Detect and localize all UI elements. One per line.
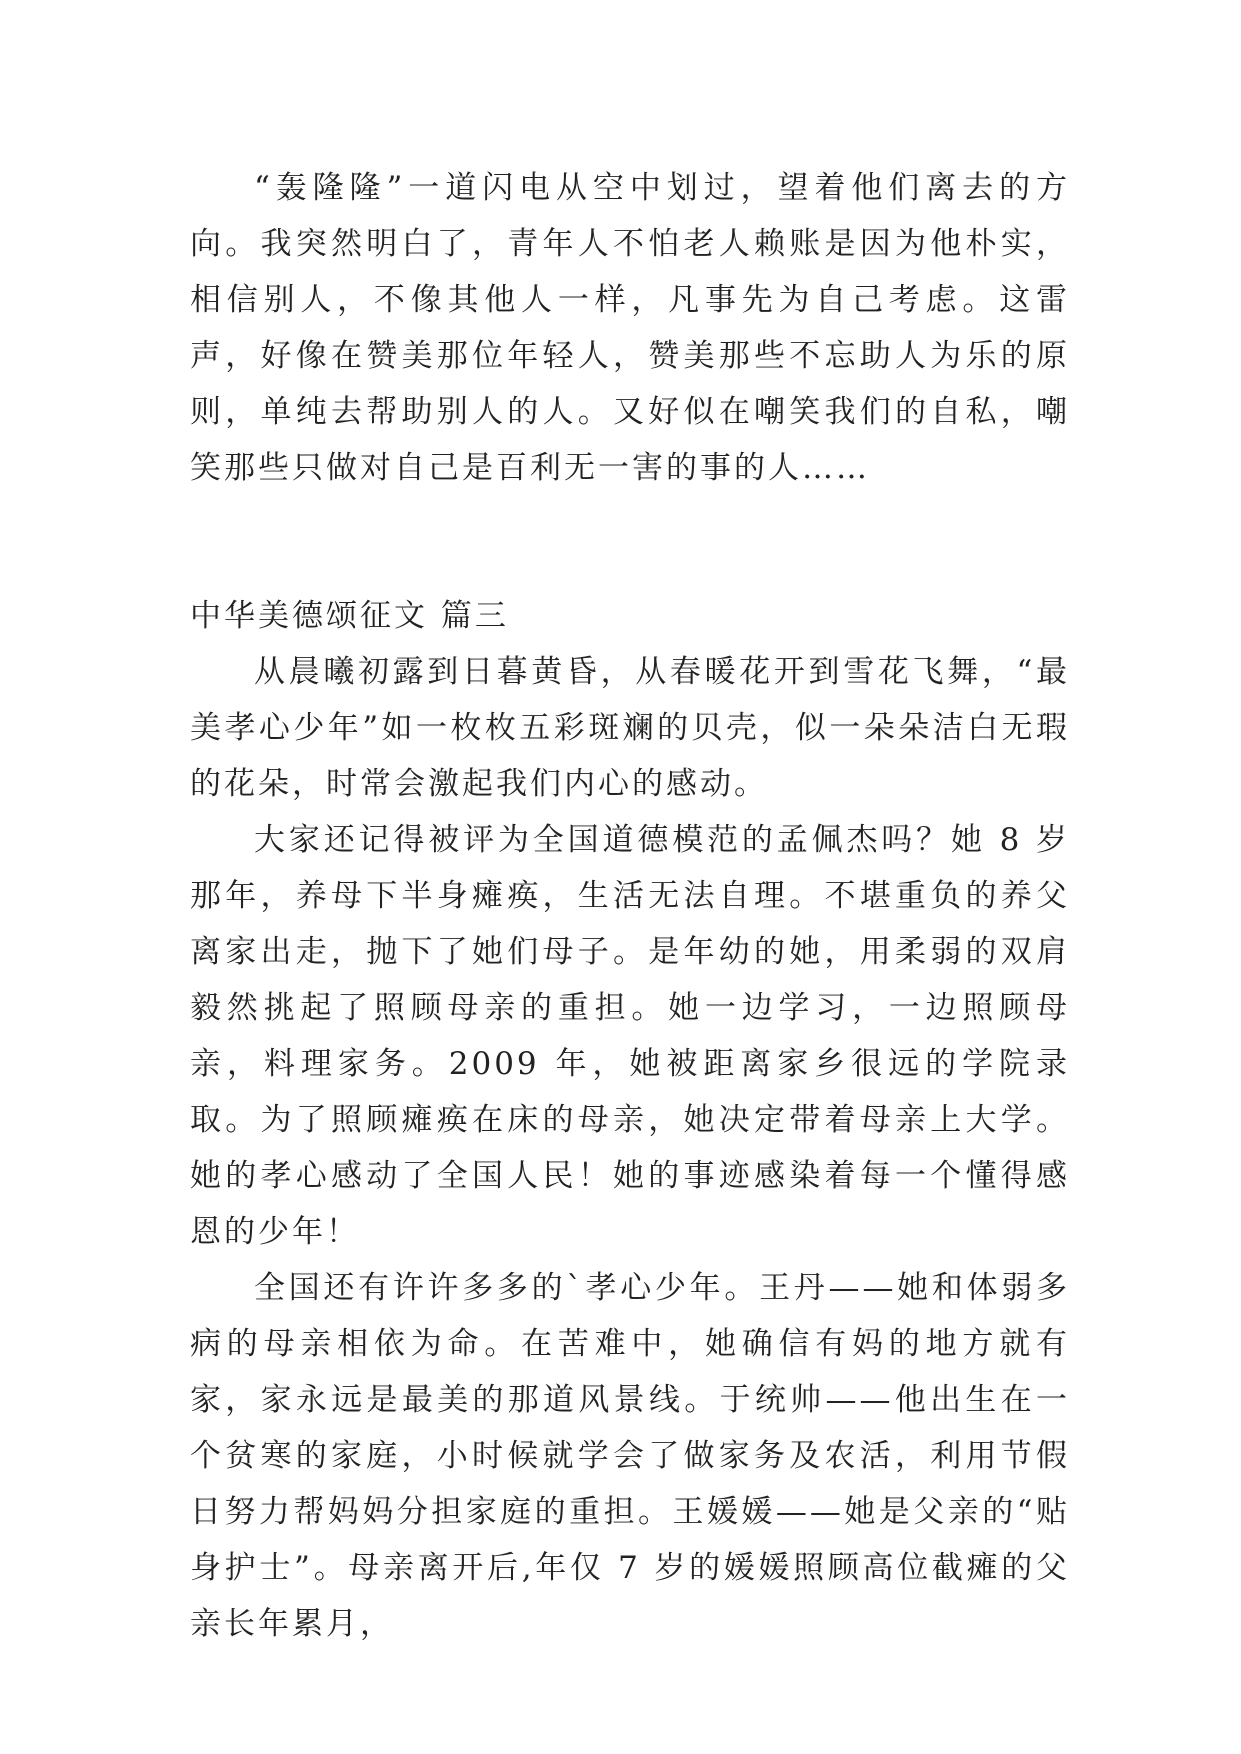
paragraph-2: 从晨曦初露到日暮黄昏，从春暖花开到雪花飞舞，“最美孝心少年”如一枚枚五彩斑斓的贝壳，似一朵朵洁白无瑕的花朵，时常会激起我们内心的感动。 <box>190 654 1070 802</box>
paragraph-1: “轰隆隆”一道闪电从空中划过，望着他们离去的方向。我突然明白了，青年人不怕老人赖账是因为他朴实，相信别人，不像其他人一样，凡事先为自己考虑。这雷声，好像在赞美那位年轻人，赞美那些不忘助人为乐的原则，单纯去帮助别人的人。又好似在嘲笑我们的自私，嘲笑那些只做对自己是百利无一害的事的人…… <box>190 170 1070 486</box>
paragraph-3: 大家还记得被评为全国道德模范的孟佩杰吗？她 8 岁那年，养母下半身瘫痪，生活无法自理。不堪重负的养父离家出走，抛下了她们母子。是年幼的她，用柔弱的双肩毅然挑起了照顾母亲的重担。她一边学习，一边照顾母亲，料理家务。2009 年，她被距离家乡很远的学院录取。为了照顾瘫痪在床的母亲，她决定带着母亲上大学。她的孝心感动了全国人民！她的事迹感染着每一个懂得感恩的少年！ <box>190 822 1070 1250</box>
paragraph-4: 全国还有许许多多的`孝心少年。王丹——她和体弱多病的母亲相依为命。在苦难中，她确信有妈的地方就有家，家永远是最美的那道风景线。于统帅——他出生在一个贫寒的家庭，小时候就学会了做家务及农活，利用节假日努力帮妈妈分担家庭的重担。王媛媛——她是父亲的“贴身护士”。母亲离开后,年仅 7 岁的媛媛照顾高位截瘫的父亲长年累月， <box>190 1270 1070 1642</box>
document-body <box>190 160 1070 1652</box>
section-heading: 中华美德颂征文 篇三 <box>190 598 509 634</box>
